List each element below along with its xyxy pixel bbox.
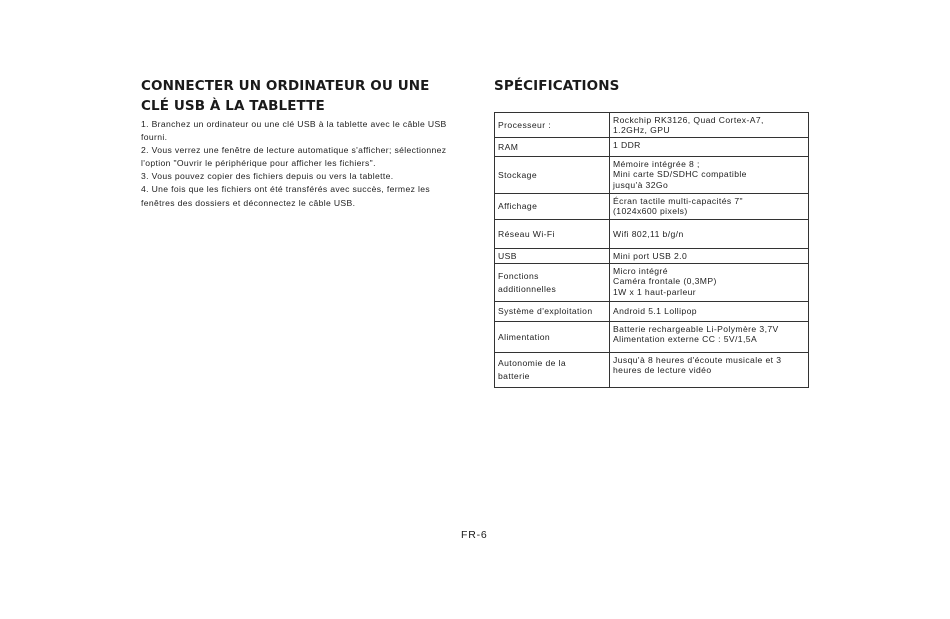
spec-row-os <box>495 302 809 322</box>
spec-label: Processeur : <box>495 113 610 138</box>
spec-row-storage <box>495 157 809 194</box>
spec-row-display <box>495 194 809 220</box>
spec-label: Alimentation <box>495 322 610 353</box>
spec-row-wifi <box>495 220 809 249</box>
spec-row-usb <box>495 249 809 264</box>
spec-value: Android 5.1 Lollipop <box>610 302 809 322</box>
specifications-section <box>494 76 810 381</box>
specifications-title: SPÉCIFICATIONS <box>494 78 620 94</box>
spec-row-features <box>495 264 809 302</box>
spec-label: Stockage <box>495 157 610 194</box>
spec-value: Mémoire intégrée 8 ; Mini carte SD/SDHC compatible jusqu'à 32Go <box>610 157 809 194</box>
spec-value: Micro intégré Caméra frontale (0,3MP) 1W x 1 haut-parleur <box>610 264 809 302</box>
spec-label: Réseau Wi-Fi <box>495 220 610 249</box>
spec-row-ram <box>495 138 809 157</box>
connect-steps-list <box>141 118 453 210</box>
spec-value: Rockchip RK3126, Quad Cortex-A7, 1.2GHz, GPU <box>610 113 809 138</box>
spec-label: RAM <box>495 138 610 157</box>
spec-value: 1 DDR <box>610 138 809 157</box>
spec-value: Wifi 802,11 b/g/n <box>610 220 809 249</box>
specifications-table <box>494 112 809 388</box>
step-item: 3. Vous pouvez copier des fichiers depuis ou vers la tablette. <box>141 171 394 182</box>
spec-label: Affichage <box>495 194 610 220</box>
spec-label: Système d'exploitation <box>495 302 610 322</box>
spec-row-power <box>495 322 809 353</box>
spec-value: Batterie rechargeable Li-Polymère 3,7V Alimentation externe CC : 5V/1,5A <box>610 322 809 353</box>
spec-value: Écran tactile multi-capacités 7" (1024x600 pixels) <box>610 194 809 220</box>
step-item: 4. Une fois que les fichiers ont été transférés avec succès, fermez les fenêtres des dossiers et déconnectez le câble USB. <box>141 184 430 208</box>
spec-label: USB <box>495 249 610 264</box>
connect-usb-section <box>141 76 453 210</box>
spec-label: Fonctions additionnelles <box>495 264 610 302</box>
step-item: 1. Branchez un ordinateur ou une clé USB à la tablette avec le câble USB fourni. <box>141 119 447 143</box>
page-number: FR-6 <box>461 529 488 541</box>
spec-row-processor <box>495 113 809 138</box>
spec-label: Autonomie de la batterie <box>495 353 610 388</box>
spec-value: Mini port USB 2.0 <box>610 249 809 264</box>
spec-value: Jusqu'à 8 heures d'écoute musicale et 3 heures de lecture vidéo <box>610 353 809 388</box>
step-item: 2. Vous verrez une fenêtre de lecture automatique s'afficher; sélectionnez l'option "Ouvrir le périphérique pour afficher les fichiers". <box>141 145 447 169</box>
spec-row-battery-life <box>495 353 809 388</box>
connect-usb-title: CONNECTER UN ORDINATEUR OU UNE CLÉ USB À LA TABLETTE <box>141 78 430 114</box>
